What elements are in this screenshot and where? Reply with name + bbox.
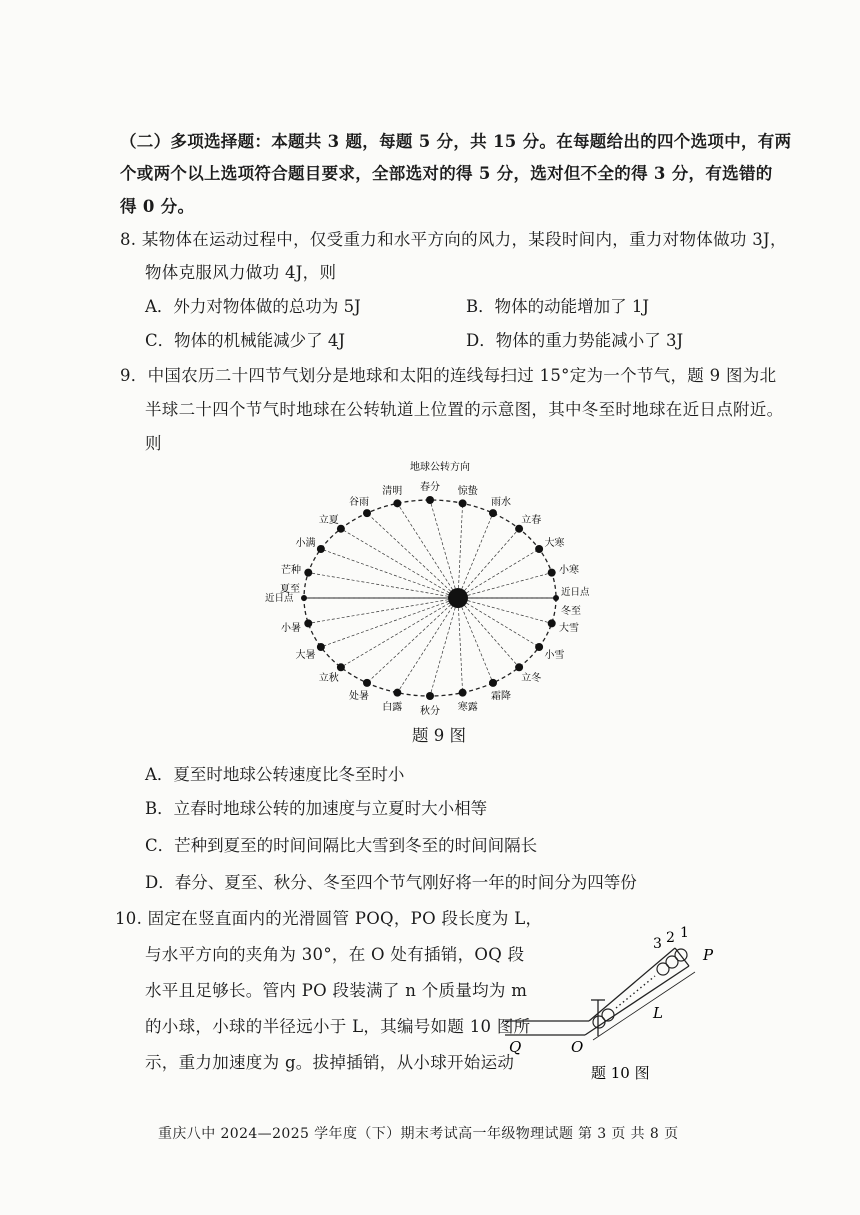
label-p: P: [703, 946, 714, 964]
spoke-大雪: [458, 598, 552, 623]
perihelion-label-right: 近日点: [561, 587, 590, 598]
label-o: O: [571, 1038, 584, 1056]
spoke-秋分: [430, 598, 458, 696]
orbit-diagram: [255, 458, 595, 730]
earth-雨水: [489, 509, 497, 517]
q10-stem-line-5: 示，重力加速度为 g。拔掉插销，从小球开始运动: [145, 1053, 515, 1072]
earth-立春: [515, 525, 523, 533]
footer-page-number: 第 3 页 共 8 页: [578, 1126, 679, 1142]
term-label-谷雨: 谷雨: [349, 497, 369, 509]
term-label-小雪: 小雪: [544, 650, 565, 661]
spoke-处暑: [367, 598, 458, 683]
q9-stem-line-2: 半球二十四个节气时地球在公转轨道上位置的示意图，其中冬至时地球在近日点附近。: [145, 400, 784, 419]
spoke-大寒: [458, 549, 539, 598]
term-label-白露: 白露: [382, 702, 403, 714]
earth-小寒: [548, 569, 556, 577]
term-label-秋分: 秋分: [420, 706, 440, 717]
term-label-冬至: 冬至: [561, 606, 581, 617]
earth-夏至: [301, 595, 307, 601]
q8-option-a: A．外力对物体做的总功为 5J: [145, 297, 361, 316]
footer-school: 重庆八中 2024—2025 学年度（下）期末考试高一年级物理试题: [158, 1126, 574, 1142]
q9-stem-line-1: 9．中国农历二十四节气划分是地球和太阳的连线每扫过 15°定为一个节气，题 9 图为北: [120, 366, 777, 385]
tube-diagram: [505, 918, 740, 1086]
term-label-小暑: 小暑: [280, 622, 301, 634]
term-label-立秋: 立秋: [318, 673, 339, 685]
earth-谷雨: [363, 509, 371, 517]
q8-stem-line-2: 物体克服风力做功 4J，则: [145, 263, 337, 282]
spoke-白露: [397, 598, 458, 693]
term-label-处暑: 处暑: [349, 690, 369, 702]
orbit-direction-title: 地球公转方向: [410, 462, 470, 473]
spoke-立秋: [341, 598, 458, 667]
earth-处暑: [363, 679, 371, 687]
spoke-小暑: [308, 598, 458, 623]
earth-芒种: [304, 569, 312, 577]
earth-惊蛰: [459, 499, 467, 507]
term-label-立夏: 立夏: [318, 514, 339, 526]
spoke-谷雨: [367, 513, 458, 598]
term-label-夏至: 夏至: [280, 584, 300, 595]
term-label-寒露: 寒露: [457, 702, 478, 714]
spoke-大暑: [321, 598, 458, 647]
term-label-大雪: 大雪: [559, 622, 580, 634]
term-label-惊蛰: 惊蛰: [457, 485, 478, 497]
spoke-小满: [321, 549, 458, 598]
spoke-春分: [430, 500, 458, 598]
spoke-立春: [458, 529, 519, 598]
term-label-立春: 立春: [521, 514, 542, 526]
q10-stem-line-3: 水平且足够长。管内 PO 段装满了 n 个质量均为 m: [145, 981, 528, 1000]
q8-option-b: B．物体的动能增加了 1J: [466, 297, 649, 316]
term-label-雨水: 雨水: [491, 497, 511, 509]
q8-stem-line-1: 8. 某物体在运动过程中，仅受重力和水平方向的风力，某段时间内，重力对物体做功 3J，: [120, 230, 787, 249]
earth-冬至: [553, 595, 559, 601]
spoke-惊蛰: [458, 503, 463, 598]
spoke-寒露: [458, 598, 463, 693]
term-label-清明: 清明: [382, 485, 403, 497]
section-header-line-1: （二）多项选择题：本题共 3 题，每题 5 分，共 15 分。在每题给出的四个选项中，有两: [120, 132, 792, 151]
spoke-霜降: [458, 598, 493, 683]
term-label-大暑: 大暑: [295, 650, 316, 661]
term-label-霜降: 霜降: [491, 690, 511, 702]
fig9-caption: 题 9 图: [412, 726, 466, 745]
spoke-小寒: [458, 573, 552, 598]
earth-小满: [317, 545, 325, 553]
q9-stem-line-3: 则: [145, 434, 162, 453]
q10-stem-line-2: 与水平方向的夹角为 30°，在 O 处有插销，OQ 段: [145, 945, 525, 964]
spoke-雨水: [458, 513, 493, 598]
spoke-芒种: [308, 573, 458, 598]
term-label-大寒: 大寒: [544, 538, 565, 549]
term-label-芒种: 芒种: [280, 565, 301, 577]
term-label-小寒: 小寒: [559, 565, 580, 577]
q10-stem-line-1: 10. 固定在竖直面内的光滑圆管 POQ，PO 段长度为 L，: [115, 909, 543, 928]
q9-option-d: D．春分、夏至、秋分、冬至四个节气刚好将一年的时间分为四等份: [145, 873, 637, 892]
fig10-caption: 题 10 图: [591, 1064, 650, 1082]
q8-option-d: D．物体的重力势能减小了 3J: [466, 331, 684, 350]
label-q: Q: [509, 1038, 522, 1056]
earth-立冬: [515, 663, 523, 671]
section-header-line-2: 个或两个以上选项符合题目要求，全部选对的得 5 分，选对但不全的得 3 分，有选错的: [120, 164, 773, 183]
earth-大雪: [548, 619, 556, 627]
label-l: L: [653, 1004, 663, 1022]
q8-option-c: C．物体的机械能减少了 4J: [145, 331, 345, 350]
q9-option-c: C．芒种到夏至的时间间隔比大雪到冬至的时间间隔长: [145, 836, 538, 855]
q9-option-a: A．夏至时地球公转速度比冬至时小: [145, 765, 405, 784]
earth-立夏: [337, 525, 345, 533]
ball-number-2: 2: [666, 930, 675, 946]
spoke-立夏: [341, 529, 458, 598]
earth-寒露: [459, 689, 467, 697]
term-label-小满: 小满: [295, 538, 316, 549]
earth-小雪: [535, 643, 543, 651]
earth-大暑: [317, 643, 325, 651]
ball-number-1: 1: [680, 925, 689, 941]
earth-秋分: [426, 692, 434, 700]
earth-霜降: [489, 679, 497, 687]
spoke-立冬: [458, 598, 519, 667]
earth-小暑: [304, 619, 312, 627]
ball-number-3: 3: [653, 936, 662, 952]
earth-白露: [393, 689, 401, 697]
term-label-春分: 春分: [420, 482, 440, 493]
q10-stem-line-4: 的小球，小球的半径远小于 L，其编号如题 10 图所: [145, 1017, 531, 1036]
sun: [448, 588, 468, 608]
perihelion-label-left: 近日点: [265, 593, 294, 604]
spoke-小雪: [458, 598, 539, 647]
earth-清明: [393, 499, 401, 507]
length-line: [593, 972, 695, 1040]
earth-立秋: [337, 663, 345, 671]
q9-option-b: B．立春时地球公转的加速度与立夏时大小相等: [145, 799, 488, 818]
earth-大寒: [535, 545, 543, 553]
term-label-立冬: 立冬: [521, 673, 542, 685]
spoke-清明: [397, 503, 458, 598]
earth-春分: [426, 496, 434, 504]
section-header-line-3: 得 0 分。: [120, 197, 195, 216]
